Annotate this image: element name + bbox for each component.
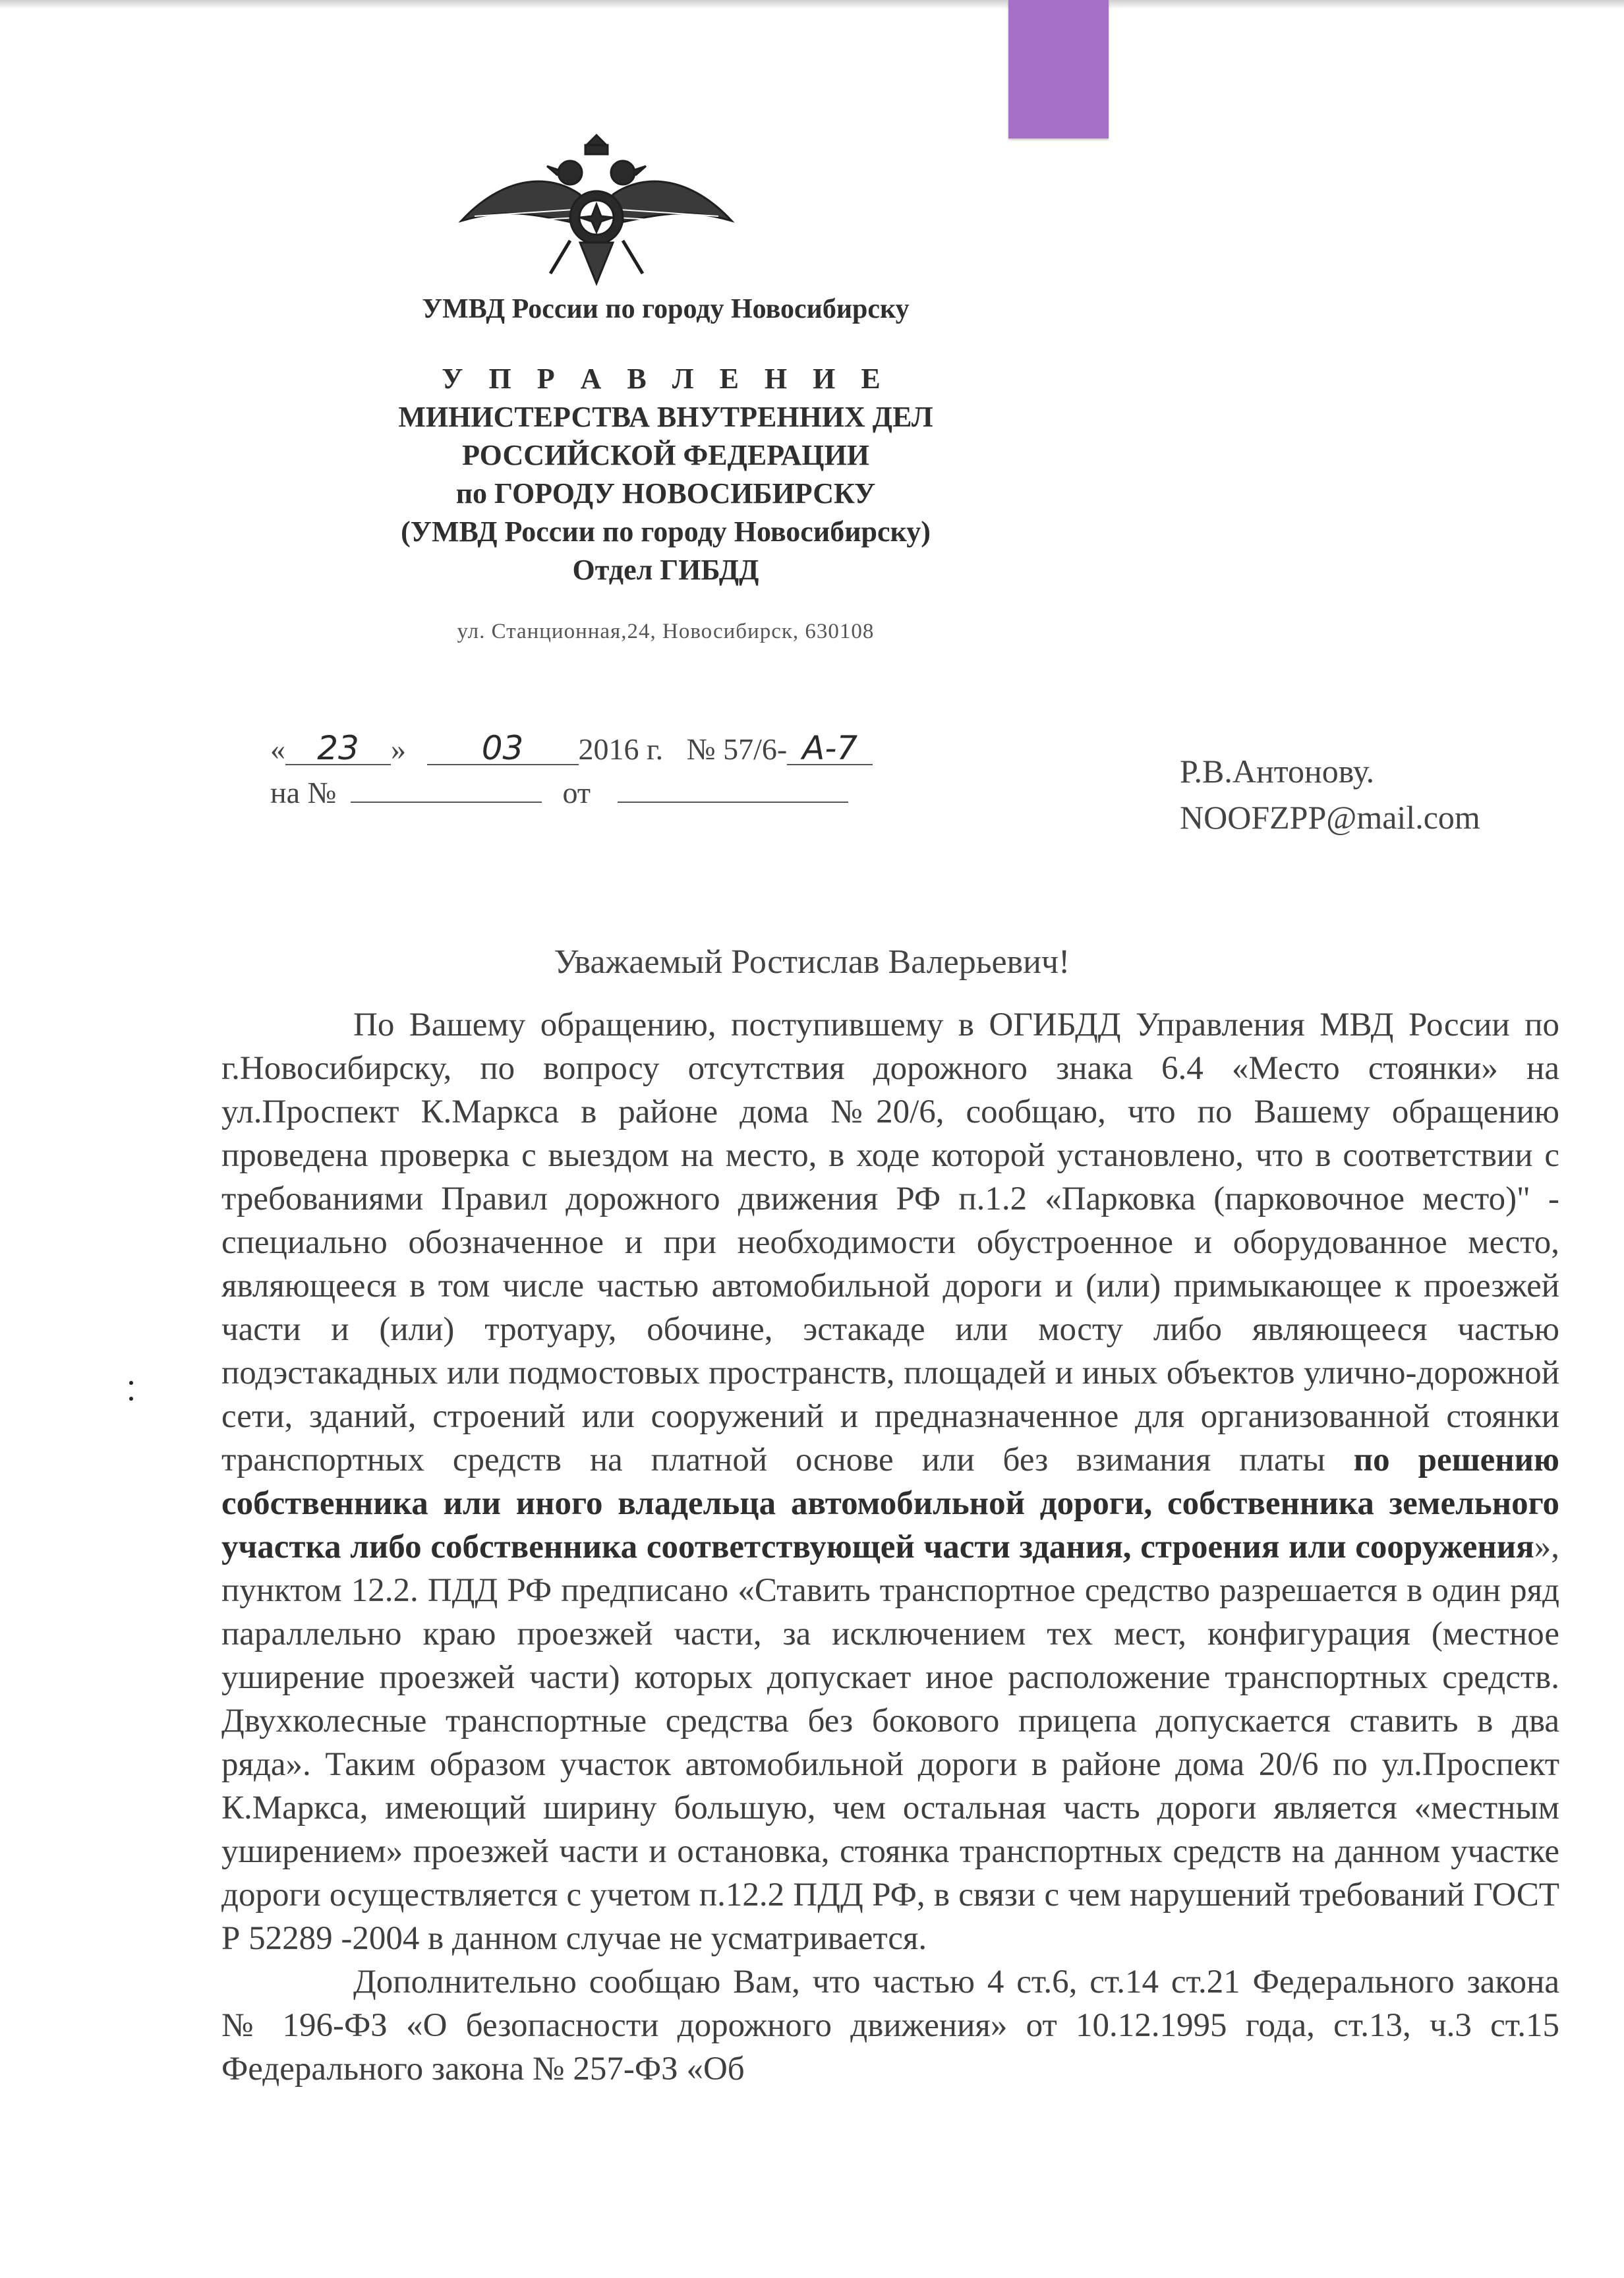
org-short-name: УМВД России по городу Новосибирску [422,294,910,324]
purple-sticky-note [1008,0,1109,138]
body-paragraph: Дополнительно сообщаю Вам, что частью 4 ст.6, ст.14 ст.21 Федерального закона № 196-ФЗ «О безопасности дорожного движения» от 10.12.1995 года, ст.13, ч.3 ст.15 Федерального закона № 257-ФЗ «Об [221,1964,1559,2088]
ref-label: на № [270,776,337,809]
letterhead-federation: РОССИЙСКОЙ ФЕДЕРАЦИИ [462,439,869,471]
letterhead-city: по ГОРОДУ НОВОСИБИРСКУ [455,477,876,510]
ref-number-blank [351,802,542,803]
letter-body [221,1003,1559,2091]
letterhead-abbrev: (УМВД России по городу Новосибирску) [401,515,931,548]
letterhead-title: У П Р А В Л Е Н И Е [442,363,890,395]
paragraph-bold-text: по решению собственника или иного владельца автомобильной дороги, собственника земельного участка либо собственника соответствующей части здания, строения или сооружения [221,1442,1560,1565]
double-headed-eagle-emblem-icon [455,132,738,297]
page-top-edge [0,0,1624,9]
margin-marks [129,1381,134,1420]
doc-number-suffix: А-7 [787,732,873,765]
date-month: 03 [427,732,579,765]
from-date-blank [618,802,848,803]
recipient-name: Р.В.Антонову. [1180,753,1375,790]
paragraph-text: По Вашему обращению, поступившему в ОГИБДД Управления МВД России по г.Новосибирску, по вопросу отсутствия дорожного знака 6.4 «Место стоянки» на ул.Проспект К.Маркса в районе дома №20/6, сообщаю, что по Вашему обращению проведена проверка с выездом на место, в ходе которой установлено, что в соответствии с требованиями Правил дорожного движения РФ п.1.2 «Парковка (парковочное место)" - специально обозначенное и при необходимости обустроенное и оборудованное место, являющееся в том числе частью автомобильной дороги и (или) примыкающее к проезжей части и (или) тротуару, обочине, эстакаде или мосту либо являющееся частью подэстакадных или подмостовых пространств, площадей и иных объектов улично-дорожной сети, зданий, строений или сооружений и предназначенное для организованной стоянки транспортных средств на платной основе или без взимания платы [221,1007,1559,1478]
paragraph-text-continued: », пунктом 12.2. ПДД РФ предписано «Ставить транспортное средство разрешается в один ряд параллельно краю проезжей части, за исключением тех мест, конфигурация (местное уширение проезжей части) которых допускает иное расположение транспортных средств. Двухколесные транспортные средства без бокового прицепа допускается ставить в два ряда». Таким образом участок автомобильной дороги в районе дома 20/6 по ул.Проспект К.Маркса, имеющий ширину большую, чем остальная часть дороги является «местным уширением» проезжей части и остановка, стоянка транспортных средств на данном участке дороги осуществляется с учетом п.12.2 ПДД РФ, в связи с чем нарушений требований ГОСТ Р 52289 -2004 в данном случае не усматривается. [221,1529,1559,1957]
recipient-block [1180,748,1480,840]
date-number-row [270,729,873,775]
body-paragraph [221,1003,1559,1960]
reference-row [270,775,873,819]
recipient-email: NOOFZPP@mail.com [1180,799,1480,836]
date-year: 2016 г. [578,732,664,766]
open-quote: « [270,732,285,766]
letterhead-ministry: МИНИСТЕРСТВА ВНУТРЕННИХ ДЕЛ [398,401,933,433]
close-quote: » [391,732,406,766]
from-label: от [562,776,591,809]
date-day: 23 [285,732,391,765]
letterhead-address: ул. Станционная,24, Новосибирск, 630108 [457,620,875,643]
letterhead [218,290,1114,644]
salutation: Уважаемый Ростислав Валерьевич! [554,943,1070,981]
document-registration [270,729,873,819]
letterhead-department: Отдел ГИБДД [572,554,759,586]
doc-number-prefix: № 57/6- [686,732,788,766]
